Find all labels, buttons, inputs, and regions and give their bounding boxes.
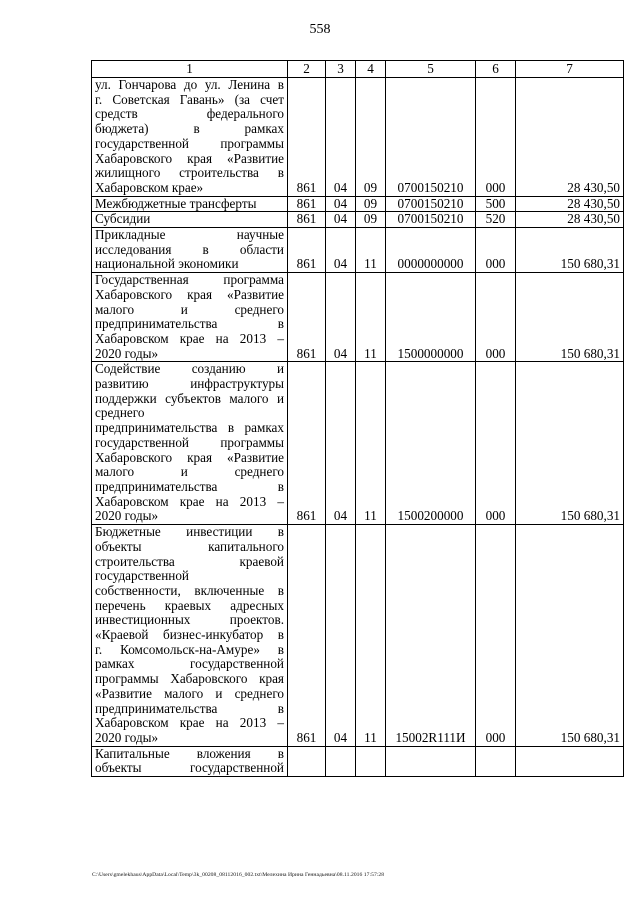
name-line: исследования в области [95, 241, 284, 257]
name-line: бюджета) в рамках [95, 121, 284, 137]
table-row [92, 196, 624, 212]
expense-type-cell: 500 [476, 196, 516, 212]
row-name-cell [92, 525, 288, 747]
subsection-code-cell: 11 [356, 273, 386, 362]
section-code-cell: 04 [326, 78, 356, 197]
name-line: Хабаровского края «Развитие [95, 150, 284, 166]
name-line: 2020 годы» [95, 508, 159, 524]
subsection-code-cell: 11 [356, 228, 386, 273]
subsection-code-cell: 09 [356, 196, 386, 212]
name-line: г. Советская Гавань» (за счет [95, 91, 284, 107]
amount-cell: 28 430,50 [516, 196, 624, 212]
name-line: предпринимательства в рамках [95, 420, 284, 436]
column-header: 1 [92, 61, 288, 78]
section-code-cell: 04 [326, 212, 356, 228]
table-row [92, 228, 624, 273]
target-article-cell: 1500000000 [386, 273, 476, 362]
table-row [92, 212, 624, 228]
name-line: перечень краевых адресных [95, 597, 284, 613]
column-header: 2 [288, 61, 326, 78]
name-line: предпринимательства в [95, 316, 284, 332]
name-line: Хабаровского края «Развитие [95, 449, 284, 465]
page-number: 558 [309, 22, 331, 37]
subsection-code-cell: 09 [356, 78, 386, 197]
amount-cell: 150 680,31 [516, 362, 624, 525]
name-line: государственной программы [95, 135, 284, 151]
target-article-cell: 0700150210 [386, 196, 476, 212]
subsection-code-cell: 11 [356, 525, 386, 747]
budget-table [91, 60, 624, 777]
name-line: «Развитие малого и среднего [95, 685, 284, 701]
name-line: малого и среднего [95, 301, 284, 317]
name-line: программы Хабаровского края [95, 671, 284, 687]
section-code-cell: 04 [326, 228, 356, 273]
name-line: средств федерального [95, 106, 284, 122]
name-line: развитию инфраструктуры [95, 376, 284, 392]
expense-type-cell: 000 [476, 362, 516, 525]
name-line: Государственная программа [95, 272, 284, 288]
name-line: жилищного строительства в [95, 165, 284, 181]
column-header: 3 [326, 61, 356, 78]
target-article-cell: 15002R111И [386, 525, 476, 747]
name-line: среднего [95, 405, 145, 421]
name-line: объекты капитального [95, 538, 284, 554]
ministry-code-cell: 861 [288, 78, 326, 197]
ministry-code-cell: 861 [288, 196, 326, 212]
expense-type-cell: 000 [476, 273, 516, 362]
target-article-cell: 1500200000 [386, 362, 476, 525]
expense-type-cell: 000 [476, 228, 516, 273]
row-name-cell [92, 228, 288, 273]
name-line: государственной программы [95, 434, 284, 450]
name-line: строительства краевой [95, 553, 284, 569]
subsection-code-cell: 11 [356, 362, 386, 525]
section-code-cell: 04 [326, 196, 356, 212]
row-name-cell [92, 362, 288, 525]
name-line: «Краевой бизнес-инкубатор в [95, 627, 284, 643]
expense-type-cell: 520 [476, 212, 516, 228]
ministry-code-cell: 861 [288, 525, 326, 747]
name-line: рамках государственной [95, 656, 284, 672]
name-line: 2020 годы» [95, 345, 159, 361]
column-header: 7 [516, 61, 624, 78]
row-name-cell [92, 212, 288, 228]
name-line: собственности, включенные в [95, 582, 284, 598]
name-line: Субсидии [95, 211, 151, 227]
target-article-cell: 0700150210 [386, 78, 476, 197]
section-code-cell: 04 [326, 362, 356, 525]
row-name-cell [92, 746, 288, 776]
name-line: Хабаровского края «Развитие [95, 286, 284, 302]
amount-cell: 28 430,50 [516, 78, 624, 197]
name-line: Содействие созданию и [95, 361, 284, 377]
section-code-cell: 04 [326, 525, 356, 747]
name-line: объекты государственной [95, 760, 284, 776]
name-line: Капитальные вложения в [95, 745, 284, 761]
expense-type-cell: 000 [476, 525, 516, 747]
target-article-cell [386, 746, 476, 776]
name-line: Хабаровском крае на 2013 – [95, 493, 284, 509]
column-header: 5 [386, 61, 476, 78]
name-line: Хабаровском крае» [95, 179, 204, 195]
table-row [92, 273, 624, 362]
amount-cell [516, 746, 624, 776]
row-name-cell [92, 273, 288, 362]
name-line: инвестиционных проектов. [95, 612, 284, 628]
name-line: Межбюджетные трансферты [95, 195, 257, 211]
name-line: малого и среднего [95, 464, 284, 480]
target-article-cell: 0000000000 [386, 228, 476, 273]
amount-cell: 150 680,31 [516, 273, 624, 362]
row-name-cell [92, 196, 288, 212]
table-row [92, 746, 624, 776]
name-line: национальной экономики [95, 256, 239, 272]
name-line: 2020 годы» [95, 729, 159, 745]
name-line: поддержки субъектов малого и [95, 390, 284, 406]
table-row [92, 78, 624, 197]
name-line: государственной [95, 568, 189, 584]
name-line: Хабаровском крае на 2013 – [95, 715, 284, 731]
section-code-cell: 04 [326, 273, 356, 362]
name-line: Хабаровском крае на 2013 – [95, 330, 284, 346]
name-line: предпринимательства в [95, 700, 284, 716]
expense-type-cell [476, 746, 516, 776]
amount-cell: 28 430,50 [516, 212, 624, 228]
ministry-code-cell [288, 746, 326, 776]
name-line: предпринимательства в [95, 478, 284, 494]
ministry-code-cell: 861 [288, 362, 326, 525]
ministry-code-cell: 861 [288, 273, 326, 362]
target-article-cell: 0700150210 [386, 212, 476, 228]
subsection-code-cell [356, 746, 386, 776]
name-line: г. Комсомольск-на-Амуре» в [95, 641, 284, 657]
subsection-code-cell: 09 [356, 212, 386, 228]
row-name-cell [92, 78, 288, 197]
expense-type-cell: 000 [476, 78, 516, 197]
column-header: 4 [356, 61, 386, 78]
table-row [92, 525, 624, 747]
amount-cell: 150 680,31 [516, 525, 624, 747]
section-code-cell [326, 746, 356, 776]
amount-cell: 150 680,31 [516, 228, 624, 273]
name-line: ул. Гончарова до ул. Ленина в [95, 77, 284, 92]
ministry-code-cell: 861 [288, 228, 326, 273]
name-line: Бюджетные инвестиции в [95, 524, 284, 540]
table-row [92, 362, 624, 525]
file-path-footer: C:\Users\gmelekhaus\AppData\Local\Temp\3k_00208_08112016_002.txt\Мелехина Ирина Геннадьевна\08.11.2016 17:57:28 [92, 872, 385, 878]
header-row [92, 61, 624, 78]
name-line: Прикладные научные [95, 227, 284, 243]
ministry-code-cell: 861 [288, 212, 326, 228]
column-header: 6 [476, 61, 516, 78]
